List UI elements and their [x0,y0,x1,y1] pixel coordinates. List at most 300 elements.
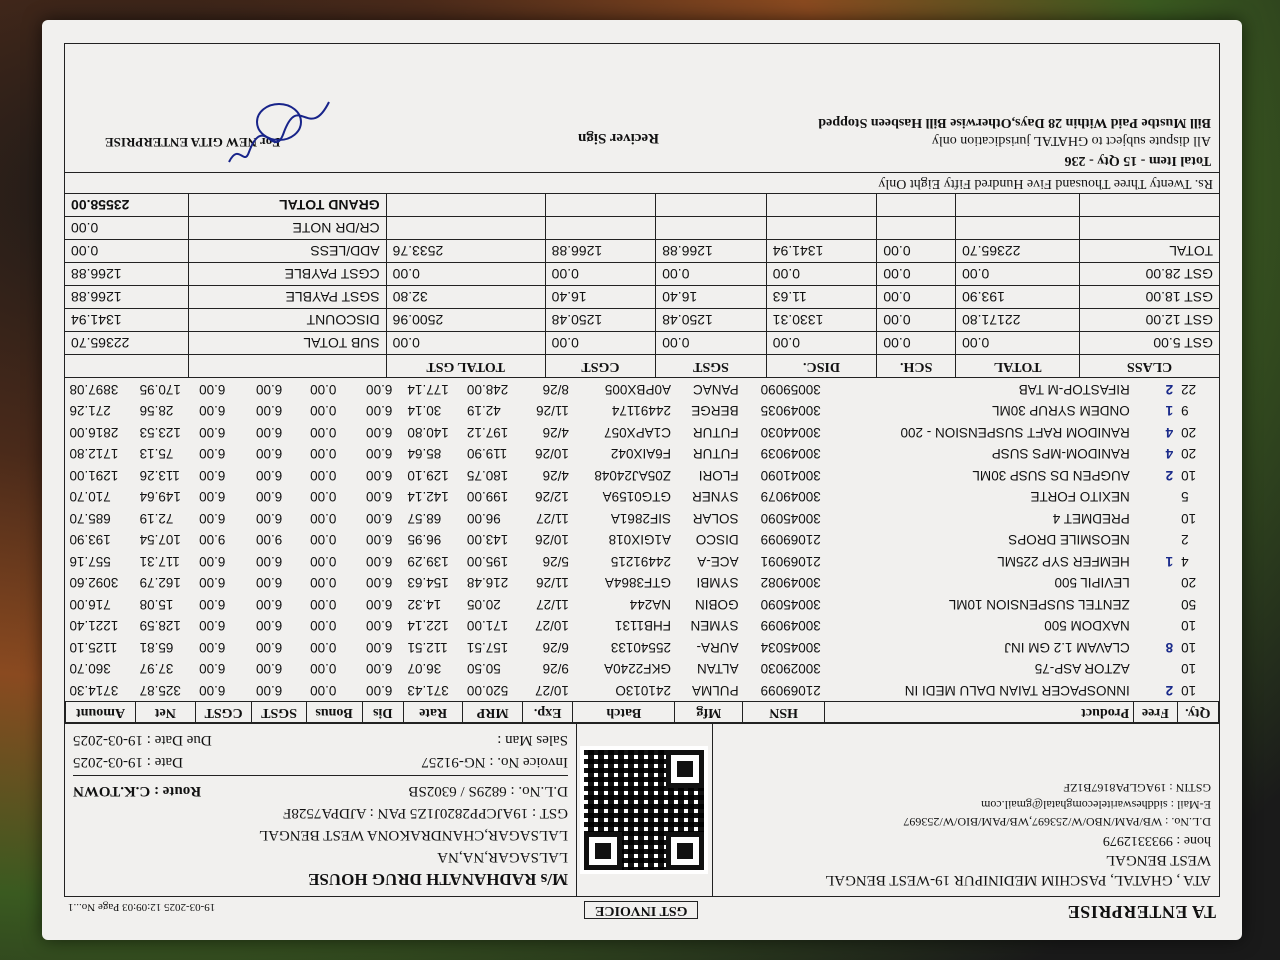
summary-right-value: 23558.00 [65,194,189,217]
cell-rate: 140.80 [407,424,449,440]
summary-right-value: 1266.88 [65,286,189,309]
cell-hsn: 30049039 [760,446,821,462]
cell-exp: 10/27 [535,682,569,698]
cell-dis: 6.00 [366,532,393,548]
cell-qty: 10 [1181,661,1197,677]
cell-sgst: 6.00 [256,381,283,397]
seller-email: E-Mail : siddheswaritelecomghatal@gmail.com [981,798,1211,812]
summary-cell-cgst: 0.00 [545,332,656,355]
cell-mrp: 195.00 [466,553,509,569]
summary-cell-total: 0.00 [956,332,1080,355]
cell-qty: 10 [1181,467,1197,483]
cell-batch: C1APX057 [604,424,671,440]
cell-mrp: 180.75 [466,467,509,483]
cell-qty: 10 [1181,682,1197,698]
cell-bonus: 0.00 [310,467,337,483]
seller-phone: hone : 9933312979 [1102,833,1211,848]
summary-col: SGST [656,355,767,378]
cell-cgst: 6.00 [199,403,226,419]
seller-dl: D.L.No. : WB/PAM/NBO/W/253697,WB/PAM/BIO/W/253697 [903,815,1211,829]
cell-qty: 20 [1181,446,1197,462]
summary-right-label: GRAND TOTAL [189,194,386,217]
summary-cell-total: 22365.70 [956,240,1080,263]
cell-sgst: 6.00 [256,618,283,634]
summary-col: DISC. [766,355,877,378]
cell-exp: 12/26 [535,489,569,505]
summary-cell-sch: 0.00 [877,286,956,309]
table-row [66,486,1219,508]
cell-sgst: 6.00 [256,489,283,505]
amount-in-words: Rs. Twenty Three Thousand Five Hundred Fifty Eight Only [878,176,1213,192]
cell-sgst: 9.00 [256,532,283,548]
cell-qty: 5 [1181,489,1189,505]
cell-dis: 6.00 [366,596,393,612]
cell-hsn: 21069091 [760,553,821,569]
cell-mrp: 520.00 [466,682,509,698]
summary-cell-disc: 0.00 [766,263,877,286]
cell-net: 37.97 [139,661,174,677]
cell-mfg: SYMBI [696,575,739,591]
summary-cell-sgst: 0.00 [656,332,767,355]
cell-hsn: 30049082 [760,575,821,591]
cell-net: 117.31 [139,553,180,569]
cell-dis: 6.00 [366,403,393,419]
summary-cell-sch: 0.00 [877,263,956,286]
summary-cell-total: 193.90 [956,286,1080,309]
buyer-gst: GST : 19AJCPP2820J1Z5 PAN : AJDPA7528F [283,805,568,821]
cell-sgst: 6.00 [256,403,283,419]
cell-product: PREDMET 4 [1052,510,1130,526]
cell-mrp: 50.50 [466,661,501,677]
buyer-address-1: LALSAGAR,NA,NA [437,849,568,865]
cell-net: 149.64 [139,489,181,505]
cell-amount: 1125.10 [69,639,118,655]
cell-mrp: 119.90 [466,446,508,462]
cell-batch: Z05AJ24048 [594,467,671,483]
summary-right-value: 0.00 [65,217,189,240]
cell-product: NEXITO FORTE [1030,489,1130,505]
summary-row [65,240,1220,263]
cell-bonus: 0.00 [310,618,337,634]
summary-col: TOTAL GST [386,355,545,378]
cell-amount: 193.90 [69,532,111,548]
summary-cell-sgst: 1266.88 [656,240,767,263]
col-exp: Exp. [522,702,572,723]
cell-mfg: SOLAR [692,510,739,526]
cell-free: 4 [1165,424,1174,440]
cell-rate: 139.29 [407,553,449,569]
table-row [66,615,1219,637]
items-table [65,379,1219,724]
cell-amount: 685.70 [69,510,111,526]
summary-cell-total_gst: 2500.96 [386,309,545,332]
cell-exp: 11/27 [536,510,569,526]
summary-cell-cgst: 0.00 [545,263,656,286]
summary-cell-disc: 11.63 [766,286,877,309]
summary-cell-cgst: 1266.88 [545,240,656,263]
cell-dis: 6.00 [366,510,393,526]
cell-hsn: 30059090 [760,381,821,397]
summary-body [65,194,1220,355]
cell-free: 2 [1165,467,1174,483]
cell-batch: GTF3864A [604,575,671,591]
cell-amount: 710.70 [69,489,111,505]
cell-amount: 557.16 [69,553,111,569]
cell-exp: 8/26 [542,381,569,397]
cell-dis: 6.00 [366,553,393,569]
cell-qty: 2 [1181,532,1189,548]
cell-dis: 6.00 [366,661,393,677]
summary-cell-sgst [656,217,767,240]
cell-rate: 129.10 [407,467,449,483]
cell-product: HEMFER SYP 225ML [997,553,1130,569]
cell-amount: 1291.00 [69,467,119,483]
cell-rate: 85.64 [407,446,442,462]
cell-dis: 6.00 [366,467,393,483]
summary-cell-disc [766,194,877,217]
due-date: Due Date : 19-03-2025 [73,732,212,748]
summary-cell-class: GST 28.00 [1080,263,1220,286]
summary-cell-class [1080,194,1220,217]
cell-bonus: 0.00 [310,381,337,397]
cell-batch: 24491174 [611,403,671,419]
cell-exp: 11/26 [536,575,569,591]
summary-cell-sgst: 1250.48 [656,309,767,332]
cell-rate: 154.63 [407,575,449,591]
summary-cell-total_gst [386,194,545,217]
col-qty: Qty. [1177,702,1218,723]
cell-free [1134,658,1177,680]
summary-cell-total [956,217,1080,240]
summary-cell-total [956,194,1080,217]
cell-mfg: BERGE [691,403,739,419]
cell-rate: 36.07 [407,661,442,677]
cell-batch: GTG0159A [602,489,671,505]
summary-row [65,217,1220,240]
summary-cell-cgst [545,217,656,240]
col-net: Net [136,702,196,723]
buyer-info [65,724,576,896]
cell-hsn: 30045034 [760,639,821,655]
cell-cgst: 6.00 [199,682,226,698]
cell-amount: 1712.80 [69,446,119,462]
cell-rate: 68.57 [407,510,442,526]
cell-net: 75.13 [139,446,174,462]
invoice-content [64,38,1220,922]
col-mrp: MRP [463,702,523,723]
summary-col: TOTAL [956,355,1080,378]
table-row [66,422,1219,444]
summary-cell-total: 22171.80 [956,309,1080,332]
col-dis: Dis [362,702,403,723]
cell-dis: 6.00 [366,446,393,462]
cell-net: 72.19 [139,510,174,526]
summary-cell-disc: 1341.94 [766,240,877,263]
col-bonus: Bonus [306,702,362,723]
cell-bonus: 0.00 [310,661,337,677]
cell-qty: 9 [1181,403,1189,419]
cell-mfg: PULMA [692,682,739,698]
cell-qty: 20 [1181,575,1197,591]
cell-mrp: 248.00 [466,381,509,397]
cell-product: CLAVAM 1.2 GM INJ [1004,639,1130,655]
cell-net: 123.53 [139,424,181,440]
cell-cgst: 6.00 [199,575,226,591]
cell-bonus: 0.00 [310,532,337,548]
cell-hsn: 30049079 [760,489,821,505]
summary-right-label: SGST PAYBLE [189,286,386,309]
summary-right-value: 1266.88 [65,263,189,286]
cell-hsn: 21069099 [760,682,821,698]
cell-amount: 716.00 [69,596,111,612]
summary-cell-sgst [656,194,767,217]
summary-cell-sch [877,194,956,217]
cell-rate: 177.14 [407,381,449,397]
invoice-date: Date : 19-03-2025 [73,754,183,770]
cell-free [1134,615,1177,637]
cell-batch: 25540133 [610,639,671,655]
cell-exp: 10/26 [535,532,569,548]
cell-exp: 10/27 [535,618,569,634]
cell-free [1134,486,1177,508]
cell-net: 113.26 [139,467,180,483]
cell-batch: NA244 [629,596,671,612]
cell-bonus: 0.00 [310,682,337,698]
cell-net: 65.81 [139,639,174,655]
summary-right-label: CR/DR NOTE [189,217,386,240]
cell-mfg: FUTUR [692,446,739,462]
cell-rate: 122.14 [407,618,449,634]
summary-cell-class: TOTAL [1080,240,1220,263]
cell-exp: 11/27 [536,596,569,612]
total-items: Total Item - 15 Qty - 236 [1064,153,1211,169]
cell-dis: 6.00 [366,618,393,634]
cell-cgst: 6.00 [199,424,226,440]
table-row [66,508,1219,530]
cell-bonus: 0.00 [310,489,337,505]
cell-net: 170.95 [139,381,181,397]
cell-batch: A0PBX005 [604,381,671,397]
buyer-dl: D.L.No. : 6829S / 6302SB [408,783,568,799]
summary-right-label: ADD/LESS [189,240,386,263]
cell-batch: 241013O [615,682,671,698]
cell-mfg: FLORI [698,467,739,483]
summary-cell-disc [766,217,877,240]
cell-product: AZTOR ASP-75 [1034,661,1130,677]
cell-sgst: 6.00 [256,575,283,591]
cell-qty: 50 [1181,596,1197,612]
cell-cgst: 6.00 [199,553,226,569]
col-free: Free [1134,702,1177,723]
summary-row [65,332,1220,355]
cell-sgst: 6.00 [256,446,283,462]
for-firm-label: For NEW GITA ENTERPRISE [105,135,281,151]
col-cgst: CGST [195,702,252,723]
cell-mfg: GOBIN [695,596,739,612]
cell-mrp: 197.12 [466,424,509,440]
cell-hsn: 30049099 [760,618,821,634]
summary-cell-sch [877,217,956,240]
th-value [65,355,189,378]
table-row [66,637,1219,659]
cell-cgst: 6.00 [199,446,226,462]
cell-batch: GKF2240A [604,661,671,677]
cell-bonus: 0.00 [310,424,337,440]
cell-bonus: 0.00 [310,403,337,419]
cell-rate: 112.51 [407,639,448,655]
cell-sgst: 6.00 [256,424,283,440]
cell-mrp: 199.00 [466,489,509,505]
summary-cell-cgst: 16.40 [545,286,656,309]
cell-free: 1 [1165,403,1174,419]
summary-col: SCH. [877,355,956,378]
summary-header-row [65,355,1220,378]
cell-batch: FHB1131 [614,618,671,634]
cell-mfg: AURA- [696,639,739,655]
summary-cell-class [1080,217,1220,240]
cell-free [1134,594,1177,616]
invoice-footer [64,44,1220,173]
th-label [189,355,386,378]
cell-net: 162.79 [139,575,181,591]
cell-qty: 10 [1181,639,1197,655]
cell-mrp: 157.51 [466,639,509,655]
summary-cell-total_gst [386,217,545,240]
cell-mfg: PANAC [693,381,739,397]
summary-cell-total: 0.00 [956,263,1080,286]
seller-address-1: ATA , GHATAL, PASCHIM MEDINIPUR 19-WEST BENGAL [825,872,1211,888]
summary-col: CGST [545,355,656,378]
cell-product: ONDEM SYRUP 30ML [991,403,1130,419]
table-row [66,594,1219,616]
cell-bonus: 0.00 [310,553,337,569]
cell-cgst: 6.00 [199,618,226,634]
summary-row [65,309,1220,332]
cell-dis: 6.00 [366,381,393,397]
cell-bonus: 0.00 [310,596,337,612]
summary-cell-sch: 0.00 [877,332,956,355]
cell-hsn: 30045090 [760,510,821,526]
summary-cell-sch: 0.00 [877,309,956,332]
summary-right-label: SUB TOTAL [189,332,386,355]
cell-rate: 14.32 [407,596,442,612]
cell-mfg: ALTAN [697,661,739,677]
summary-table [64,194,1220,379]
cell-rate: 96.95 [407,532,442,548]
cell-bonus: 0.00 [310,639,337,655]
items-header-row [66,702,1219,723]
col-rate: Rate [403,702,463,723]
col-batch: Batch [573,702,675,723]
cell-amount: 3897.08 [69,381,119,397]
cell-free: 4 [1165,446,1174,462]
table-row [66,443,1219,465]
cell-dis: 6.00 [366,575,393,591]
items-table-box [64,379,1220,724]
cell-exp: 9/26 [542,661,569,677]
cell-product: AUGPEN DS SUSP 30ML [972,467,1130,483]
cell-mrp: 171.00 [466,618,509,634]
summary-cell-sgst: 16.40 [656,286,767,309]
summary-cell-sch: 0.00 [877,240,956,263]
cell-net: 325.87 [139,682,181,698]
payment-note: Bill Mustbe Paid Within 28 Days,Otherwise Bill Hasbeen Stopped [818,115,1211,131]
cell-rate: 30.14 [407,403,442,419]
summary-cell-class: GST 12.00 [1080,309,1220,332]
cell-sgst: 6.00 [256,682,283,698]
cell-amount: 360.70 [69,661,111,677]
cell-dis: 6.00 [366,682,393,698]
cell-product: RANIDOM RAFT SUSPENSION - 200 [900,424,1130,440]
cell-free [1134,529,1177,551]
buyer-address-2: LALSAGAR,CHANDRAKONA WEST BENGAL [258,827,568,843]
jurisdiction-note: All dispute subject to GHATAL jurisdication only [931,133,1211,149]
col-mfg: Mfg [675,702,743,723]
cell-free [1134,508,1177,530]
summary-cell-total_gst: 0.00 [386,263,545,286]
seller-address-2: WEST BENGAL [1105,852,1211,868]
cell-qty: 10 [1181,618,1197,634]
cell-exp: 10/26 [535,446,569,462]
cell-product: RIFASTOP-M TAB [1018,381,1130,397]
summary-cell-total_gst: 32.80 [386,286,545,309]
cell-cgst: 6.00 [199,661,226,677]
cell-amount: 1221.40 [69,618,119,634]
cell-net: 128.59 [139,618,181,634]
col-product: Product [825,702,1134,723]
summary-right-label: DISCOUNT [189,309,386,332]
cell-dis: 6.00 [366,424,393,440]
cell-dis: 6.00 [366,489,393,505]
cell-product: INNOSPACER TAIAN DALU MEDI IN [904,682,1130,698]
cell-qty: 10 [1181,510,1197,526]
cell-cgst: 6.00 [199,467,226,483]
summary-cell-cgst: 1250.48 [545,309,656,332]
cell-mrp: 42.19 [466,403,501,419]
cell-sgst: 6.00 [256,553,283,569]
cell-cgst: 6.00 [199,639,226,655]
cell-mfg: FUTUR [692,424,739,440]
summary-cell-class: GST 5.00 [1080,332,1220,355]
seller-gstin: GSTIN : 19AGLPA8167B1ZF [1063,781,1211,795]
cell-exp: 6/26 [542,639,569,655]
cell-sgst: 6.00 [256,661,283,677]
table-row [66,658,1219,680]
cell-bonus: 0.00 [310,510,337,526]
cell-amount: 271.26 [69,403,111,419]
cell-net: 15.08 [139,596,174,612]
qr-code-icon [581,746,709,874]
cell-amount: 3714.30 [69,682,119,698]
cell-rate: 371.43 [407,682,449,698]
summary-col: CLASS [1080,355,1220,378]
cell-batch: A1GIX018 [608,532,671,548]
table-row [66,400,1219,422]
table-row [66,680,1219,702]
route: Route : C.K.TOWN [73,783,202,799]
sales-man: Sales Man : [497,732,568,748]
cell-batch: F6AIX042 [610,446,671,462]
cell-product: LEVIPIL 500 [1054,575,1130,591]
table-row [66,465,1219,487]
cell-mfg: DISCO [695,532,739,548]
summary-cell-sgst: 0.00 [656,263,767,286]
cell-sgst: 6.00 [256,596,283,612]
cell-rate: 142.14 [407,489,449,505]
cell-exp: 11/26 [536,403,569,419]
col-hsn: HSN [743,702,825,723]
cell-cgst: 6.00 [199,381,226,397]
